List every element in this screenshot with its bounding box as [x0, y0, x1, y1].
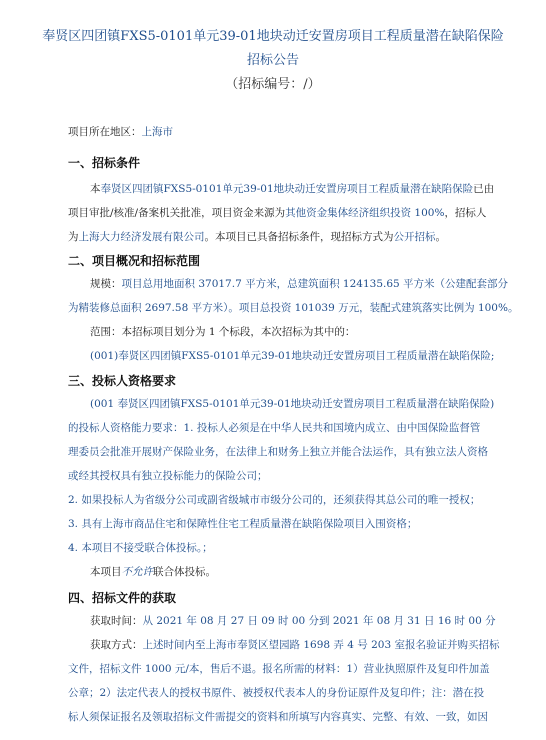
tenderer-name: 上海大力经济发展有限公司 [78, 231, 205, 243]
s3-line-3: 理委员会批准开展财产保险业务，在法律上和财务上独立并能合法运作，具有独立法人资格 [68, 446, 488, 458]
s1-line-3: 为上海大力经济发展有限公司。本项目已具备招标条件，现招标方式为公开招标。 [68, 231, 446, 243]
section-heading-1: 一、招标条件 [68, 156, 141, 170]
s2-scale-line-1: 规模：项目总用地面积 37017.7 平方米，总建筑面积 124135.65 平方米（公建配套部分 [90, 278, 509, 290]
s4-method-line-3: 公章；2）法定代表人的授权书原件、被授权代表本人的身份证原件及复印件；注：潜在投 [68, 687, 485, 699]
tender-method: 公开招标 [393, 231, 436, 243]
s4-method-line-1: 获取方式：上述时间内至上海市奉贤区望园路 1698 弄 4 号 203 室报名验证并购买招标 [90, 639, 500, 651]
s2-scale-line-2: 为精装修总面积 2697.58 平方米）。项目总投资 101039 万元，装配式建筑落实比例为 100%。 [68, 302, 519, 314]
consortium-value: 不允许 [121, 566, 153, 578]
s2-scope: 范围：本招标项目划分为 1 个标段，本次招标为其中的： [90, 326, 356, 338]
s3-item-2: 2. 如果投标人为省级分公司或副省级城市市级分公司的，还须获得其总公司的唯一授权； [68, 494, 481, 506]
s4-time: 获取时间：从 2021 年 08 月 27 日 09 时 00 分到 2021 年 08 月 31 日 16 时 00 分 [90, 615, 496, 627]
section-heading-4: 四、招标文件的获取 [68, 591, 177, 605]
s3-line-4: 或经其授权具有独立投标能力的保险公司； [68, 470, 268, 482]
section-heading-2: 二、项目概况和招标范围 [68, 254, 201, 268]
tender-number: （招标编号：/） [225, 77, 321, 92]
document-title: 奉贤区四团镇FXS5-0101单元39-01地块动迁安置房项目工程质量潜在缺陷保险 [42, 29, 504, 44]
s3-consortium: 本项目不允许联合体投标。 [90, 566, 216, 578]
funding-source: 其他资金集体经济组织投资 100% [285, 207, 445, 219]
s2-lot: (001)奉贤区四团镇FXS5-0101单元39-01地块动迁安置房项目工程质量潜在缺陷保险; [90, 350, 495, 362]
s1-line-2: 项目审批/核准/备案机关批准，项目资金来源为其他资金集体经济组织投资 100%，招标人 [68, 207, 487, 219]
s4-method-line-2: 文件，招标文件 1000 元/本，售后不退。报名所需的材料：1）营业执照原件及复印件加盖 [68, 663, 490, 675]
section-heading-3: 三、投标人资格要求 [68, 374, 177, 388]
acquisition-time: 从 2021 年 08 月 27 日 09 时 00 分到 2021 年 08 月 31 日 16 时 00 分 [142, 615, 496, 627]
s3-line-1: (001 奉贤区四团镇FXS5-0101单元39-01地块动迁安置房项目工程质量潜在缺陷保险) [90, 398, 495, 410]
s1-line-1: 本奉贤区四团镇FXS5-0101单元39-01地块动迁安置房项目工程质量潜在缺陷保险已由 [90, 183, 495, 195]
project-location [68, 124, 173, 140]
project-name: 奉贤区四团镇FXS5-0101单元39-01地块动迁安置房项目工程质量潜在缺陷保险 [100, 183, 474, 195]
location-value: 上海市 [141, 126, 173, 138]
s3-item-4: 4. 本项目不接受联合体投标。； [68, 542, 213, 554]
s4-method-line-4: 标人须保证报名及领取招标文件需提交的资料和所填写内容真实、完整、有效、一致，如因 [68, 711, 488, 723]
s3-line-2: 的投标人资格能力要求：1. 投标人必须是在中华人民共和国境内成立、由中国保险监督管 [68, 422, 481, 434]
s3-item-3: 3. 具有上海市商品住宅和保障性住宅工程质量潜在缺陷保险项目入围资格； [68, 518, 418, 530]
location-label: 项目所在地区： [68, 126, 142, 138]
document-subtitle: 招标公告 [246, 53, 299, 68]
